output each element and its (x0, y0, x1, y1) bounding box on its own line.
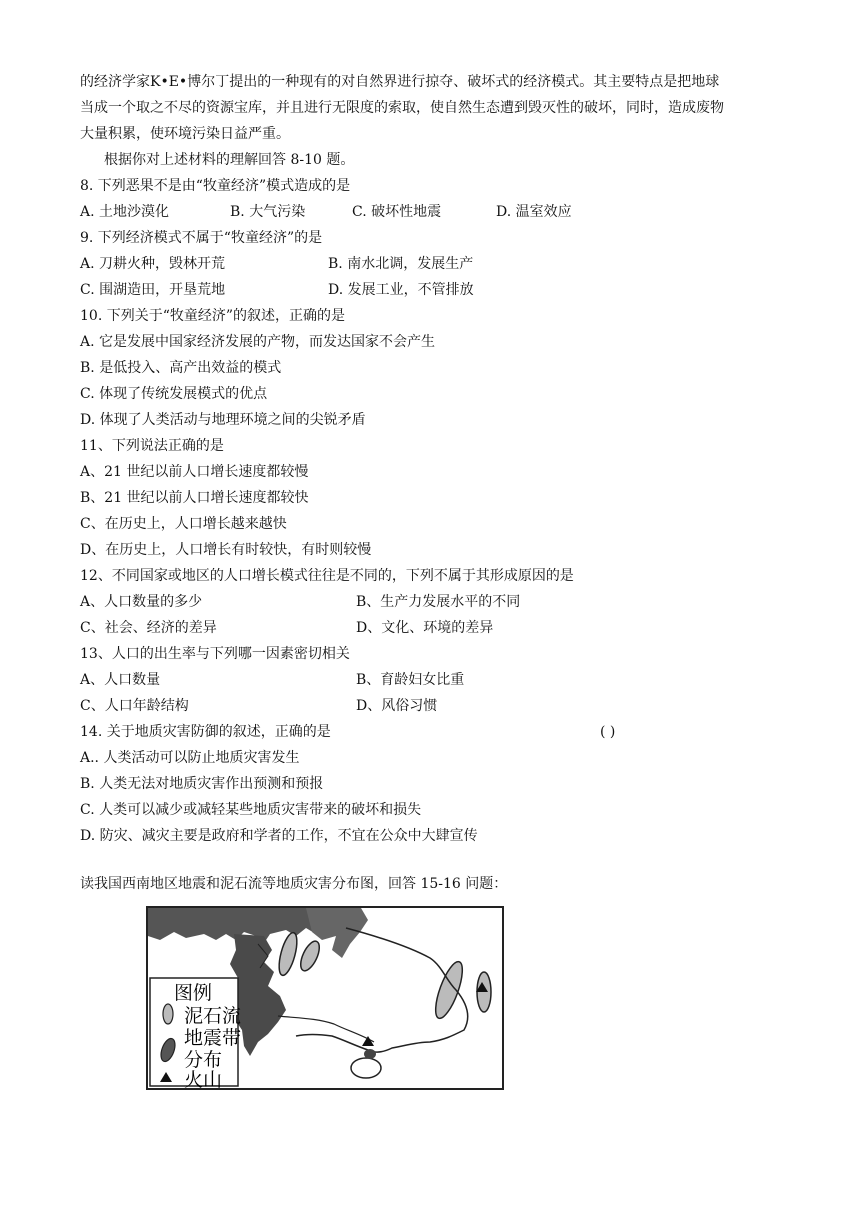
q10-option-a: A. 它是发展中国家经济发展的产物，而发达国家不会产生 (80, 334, 436, 350)
q9-stem: 9. 下列经济模式不属于“牧童经济”的是 (80, 230, 323, 246)
q13-stem: 13、人口的出生率与下列哪一因素密切相关 (80, 646, 350, 662)
q8-option-d: D. 温室效应 (496, 204, 572, 220)
q14-option-c: C. 人类可以减少或减轻某些地质灾害带来的破坏和损失 (80, 802, 422, 818)
q14-option-b: B. 人类无法对地质灾害作出预测和预报 (80, 776, 324, 792)
q12-option-c: C、社会、经济的差异 (80, 620, 217, 636)
mudflow-symbol-icon (163, 1004, 173, 1024)
q13-option-b: B、育龄妇女比重 (356, 672, 465, 688)
q11-stem: 11、下列说法正确的是 (80, 438, 224, 454)
q13-option-d: D、风俗习惯 (356, 698, 438, 714)
intro-line-2: 当成一个取之不尽的资源宝库，并且进行无限度的索取，使自然生态遭到毁灭性的破坏，同时，造成废物 (80, 100, 724, 116)
q12-option-b: B、生产力发展水平的不同 (356, 594, 521, 610)
q14-option-a: A.. 人类活动可以防止地质灾害发生 (80, 750, 300, 766)
q8-option-a: A. 土地沙漠化 (80, 204, 170, 220)
q10-option-c: C. 体现了传统发展模式的优点 (80, 386, 268, 402)
q11-option-b: B、21 世纪以前人口增长速度都较快 (80, 490, 309, 506)
hazard-map (146, 906, 506, 1092)
q8-stem: 8. 下列恶果不是由“牧童经济”模式造成的是 (80, 178, 351, 194)
q8-option-b: B. 大气污染 (230, 204, 306, 220)
legend-title: 图例 (174, 982, 213, 1004)
q9-option-a: A. 刀耕火种，毁林开荒 (80, 256, 226, 272)
q10-option-b: B. 是低投入、高产出效益的模式 (80, 360, 282, 376)
legend-item-volcano: 火山 (184, 1069, 223, 1091)
legend-item-distribution: 分布 (184, 1049, 223, 1071)
instruction: 根据你对上述材料的理解回答 8-10 题。 (104, 152, 355, 168)
q11-option-c: C、在历史上，人口增长越来越快 (80, 516, 287, 532)
q12-option-d: D、文化、环境的差异 (356, 620, 494, 636)
q11-option-a: A、21 世纪以前人口增长速度都较慢 (80, 464, 309, 480)
map-intro: 读我国西南地区地震和泥石流等地质灾害分布图，回答 15-16 问题： (80, 876, 508, 892)
q10-stem: 10. 下列关于“牧童经济”的叙述，正确的是 (80, 308, 346, 324)
q9-option-d: D. 发展工业，不管排放 (328, 282, 474, 298)
legend-item-earthquake: 地震带 (184, 1027, 242, 1049)
q14-option-d: D. 防灾、减灾主要是政府和学者的工作，不宜在公众中大肆宣传 (80, 828, 478, 844)
q10-option-d: D. 体现了人类活动与地理环境之间的尖锐矛盾 (80, 412, 366, 428)
q11-option-d: D、在历史上，人口增长有时较快，有时则较慢 (80, 542, 372, 558)
legend-item-mudflow: 泥石流 (184, 1005, 242, 1027)
q12-option-a: A、人口数量的多少 (80, 594, 203, 610)
intro-line-1: 的经济学家K•E•博尔丁提出的一种现有的对自然界进行掠夺、破坏式的经济模式。其主要特点是把地球 (80, 74, 720, 90)
q9-option-b: B. 南水北调，发展生产 (328, 256, 474, 272)
q14-stem: 14. 关于地质灾害防御的叙述，正确的是 (80, 724, 331, 740)
q12-stem: 12、不同国家或地区的人口增长模式往往是不同的，下列不属于其形成原因的是 (80, 568, 574, 584)
intro-line-3: 大量积累，使环境污染日益严重。 (80, 126, 290, 142)
q13-option-c: C、人口年龄结构 (80, 698, 189, 714)
q8-option-c: C. 破坏性地震 (352, 204, 442, 220)
q9-option-c: C. 围湖造田，开垦荒地 (80, 282, 226, 298)
q13-option-a: A、人口数量 (80, 672, 161, 688)
island (351, 1058, 381, 1078)
answer-bracket: ( ) (600, 724, 616, 740)
